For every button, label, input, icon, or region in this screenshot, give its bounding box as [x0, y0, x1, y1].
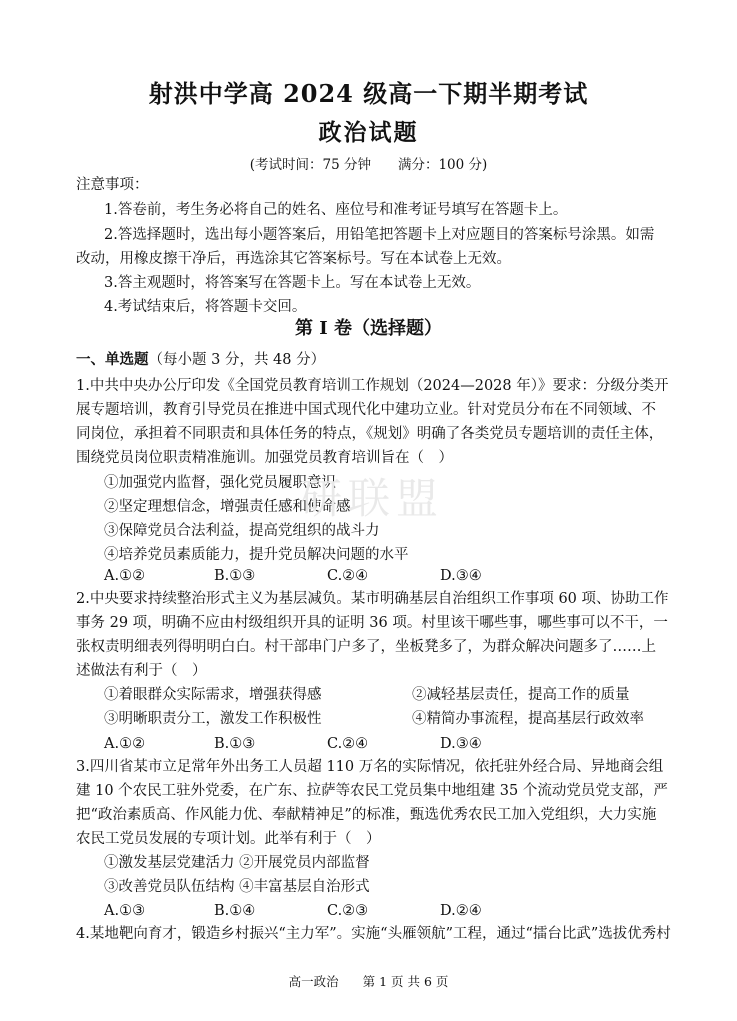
- watermark: 研联盟: [300, 474, 445, 523]
- q3-answer-a: A.①③: [104, 903, 146, 919]
- footer-subject: 高一政治: [288, 974, 339, 989]
- q2-option-2: ②减轻基层责任，提高工作的质量: [412, 687, 630, 703]
- q3-answer-b: B.①④: [214, 903, 256, 919]
- notice-item-4: 4.考试结束后，将答题卡交回。: [104, 299, 307, 315]
- q1-line-3: 同岗位，承担着不同职责和具体任务的特点，《规划》明确了各类党员专题培训的责任主体，: [76, 426, 664, 442]
- footer-page-number: 第 1 页 共 6 页: [362, 974, 449, 989]
- exam-info: (考试时间：75 分钟 满分：100 分): [249, 157, 488, 173]
- q1-option-2: ②坚定理想信念，增强责任感和使命感: [104, 499, 351, 515]
- q2-option-1: ①着眼群众实际需求，增强获得感: [104, 687, 322, 703]
- q2-option-3: ③明晰职责分工，激发工作积极性: [104, 711, 322, 727]
- q2-option-4: ④精简办事流程，提高基层行政效率: [412, 711, 644, 727]
- q4-line-1: 4.某地靶向育才，锻造乡村振兴“主力军”。实施“头雁领航”工程，通过“擂台比武”选拔优秀村: [76, 926, 671, 942]
- q1-answer-a: A.①②: [104, 568, 146, 584]
- part-heading-label: 一、单选题: [76, 351, 149, 368]
- part-heading: [76, 347, 325, 373]
- q1-line-1: 1.中共中央办公厅印发《全国党员教育培训工作规划（2024—2028 年）》要求：分级分类开: [76, 378, 669, 394]
- q1-line-4: 围绕党员岗位职责精准施训。加强党员教育培训旨在（ ）: [76, 450, 453, 466]
- notice-item-2-cont: 改动，用橡皮擦干净后，再选涂其它答案标号。写在本试卷上无效。: [76, 251, 511, 267]
- q2-answer-b: B.①③: [214, 736, 256, 752]
- q1-answer-d: D.③④: [440, 568, 482, 584]
- q2-line-1: 2.中央要求持续整治形式主义为基层减负。某市明确基层自治组织工作事项 60 项、协助工作: [76, 591, 669, 607]
- q1-option-4: ④培养党员素质能力，提升党员解决问题的水平: [104, 547, 409, 563]
- q1-option-1: ①加强党内监督，强化党员履职意识: [104, 475, 336, 491]
- q2-answer-a: A.①②: [104, 736, 146, 752]
- q3-line-4: 农民工党员发展的专项计划。此举有利于（ ）: [76, 831, 381, 847]
- page-footer: [0, 972, 737, 990]
- q3-line-1: 3.四川省某市立足常年外出务工人员超 110 万名的实际情况，依托驻外经合局、异地商会组: [76, 759, 664, 775]
- part-heading-note: （每小题 3 分，共 48 分）: [148, 352, 326, 368]
- q3-answer-d: D.②④: [440, 903, 482, 919]
- exam-title: 射洪中学高 2024 级高一下期半期考试: [148, 79, 589, 108]
- q3-options-row-2: ③改善党员队伍结构 ④丰富基层自治形式: [104, 879, 370, 895]
- q2-line-2: 事务 29 项，明确不应由村级组织开具的证明 36 项。村里该干哪些事，哪些事可以不干，一: [76, 615, 668, 631]
- q3-answer-c: C.②③: [327, 903, 369, 919]
- q1-answer-c: C.②④: [327, 568, 369, 584]
- q1-answer-b: B.①③: [214, 568, 256, 584]
- q2-answer-c: C.②④: [327, 736, 369, 752]
- q2-line-3: 张权责明细表列得明明白白。村干部串门户多了，坐板凳多了，为群众解决问题多了……上: [76, 639, 656, 655]
- notice-item-2: 2.答选择题时，选出每小题答案后，用铅笔把答题卡上对应题目的答案标号涂黑。如需: [104, 227, 655, 243]
- exam-subject: 政治试题: [318, 119, 419, 146]
- q3-line-2: 建 10 个农民工驻外党委，在广东、拉萨等农民工党员集中地组建 35 个流动党员党支部，严: [76, 783, 668, 799]
- q3-line-3: 把“政治素质高、作风能力优、奉献精神足”的标准，甄选优秀农民工加入党组织，大力实施: [76, 807, 657, 823]
- q1-option-3: ③保障党员合法利益，提高党组织的战斗力: [104, 523, 380, 539]
- q2-answer-d: D.③④: [440, 736, 482, 752]
- section-title: 第 I 卷（选择题）: [295, 318, 442, 339]
- notice-heading: 注意事项：: [76, 177, 149, 193]
- q3-options-row-1: ①激发基层党建活力 ②开展党员内部监督: [104, 855, 370, 871]
- notice-item-3: 3.答主观题时，将答案写在答题卡上。写在本试卷上无效。: [104, 275, 481, 291]
- q2-line-4: 述做法有利于（ ）: [76, 663, 207, 679]
- notice-item-1: 1.答卷前，考生务必将自己的姓名、座位号和准考证号填写在答题卡上。: [104, 202, 568, 218]
- q1-line-2: 展专题培训，教育引导党员在推进中国式现代化中建功立业。针对党员分布在不同领域、不: [76, 402, 656, 418]
